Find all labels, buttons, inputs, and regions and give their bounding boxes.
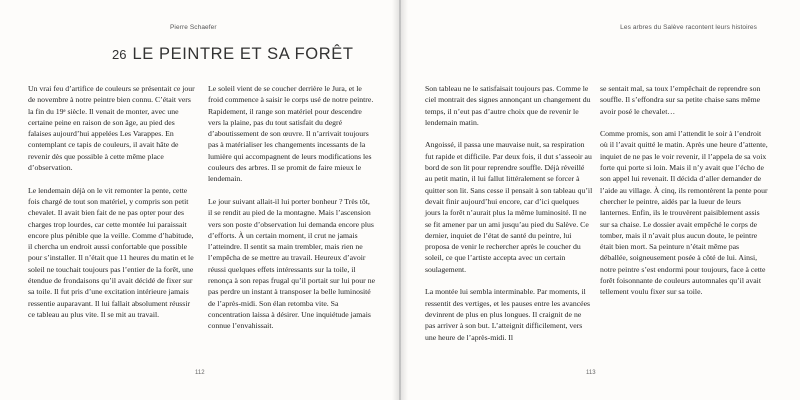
- chapter-title: LE PEINTRE ET SA FORÊT: [132, 45, 354, 63]
- paragraph: Le soleil vient de se coucher derrière le Jura, et le froid commence à saisir le corps usé de notre peintre. Rapidement, il range son matériel pour descendre vers la plaine, pas du tout satisfait du degré d’aboutissement de son œuvre. Il n’arrivait toujours pas à matérialiser les changements incessants de la lumière qui accompagnent de leurs modifications les couleurs des arbres. Il se promit de faire mieux le lendemain.: [208, 84, 374, 184]
- page-number-left: 112: [195, 370, 205, 376]
- paragraph: se sentait mal, sa toux l’empêchait de reprendre son souffle. Il s’effondra sur sa petite chaise sans même avoir posé le chevalet…: [600, 84, 761, 116]
- running-head-right: Les arbres du Salève racontent leurs histoires: [620, 24, 757, 31]
- paragraph: Son tableau ne le satisfaisait toujours pas. Comme le ciel montrait des signes annonçant un changement du temps, il n’eut pas d’autre choix que de revenir le lendemain matin.: [425, 84, 591, 127]
- paragraph: Comme promis, son ami l’attendit le soir à l’endroit où il l’avait quitté le matin. Après une heure d’attente, inquiet de ne pas le voir revenir, il l’appela de sa voix forte qui porte si loin. Mais il n’y avait que l’écho de son appel lui revenait. Il décida d’aller demander de l’aide au village. À cinq, ils remontèrent la pente pour chercher le peintre, aidés par la lueur de leurs lanternes. Enfin, ils le trouvèrent paisiblement assis sur sa chaise. Le dossier avait empêché le corps de tomber, mais il n’avait plus aucun doute, le peintre était bien mort. Sa peinture n’était même pas déballée, soigneusement posée à côté de lui. Ainsi, notre peintre s’est endormi pour toujours, face à cette forêt foisonnante de couleurs automnales qu’il avait tellement voulu fixer sur sa toile.: [600, 129, 768, 297]
- left-column-1: [28, 83, 196, 320]
- paragraph: Angoissé, il passa une mauvaise nuit, sa respiration fut rapide et difficile. Par deux fois, il dut s’asseoir au bord de son lit pour reprendre souffle. Déjà réveillé au petit matin, il lui fallut littéralement se forcer à quitter son lit. Sans cesse il pensait à son tableau qu’il devait finir aujourd’hui encore, car d’ici quelques jours la forêt n’aurait plus la même luminosité. Il ne se fit amener par un ami jusqu’au pied du Salève. Ce dernier, inquiet de l’état de santé du peintre, lui proposa de venir le rechercher après le coucher du soleil, ce que l’artiste accepta avec un certain soulagement.: [425, 140, 593, 274]
- left-column-2: [208, 83, 376, 332]
- right-column-1: [425, 83, 593, 343]
- right-column-2: [600, 83, 768, 298]
- paragraph: Le lendemain déjà on le vit remonter la pente, cette fois chargé de tout son matériel, y compris son petit chevalet. Il avait bien fait de ne pas opter pour des charges trop lourdes, car cette montée lui paraissait encore plus pénible que la veille. Comme d’habitude, il chercha un endroit aussi confortable que possible pour s’installer. Il n’était que 11 heures du matin et le soleil ne touchait toujours pas l’entier de la forêt, une étendue de frondaisons qu’il avait décidé de fixer sur sa toile. Il fut pris d’une excitation intérieure jamais ressentie auparavant. Il lui fallait absolument réussir ce tableau au plus vite. Il se mit au travail.: [28, 185, 194, 319]
- chapter-number: 26: [112, 47, 127, 62]
- right-page: [401, 0, 800, 400]
- chapter-heading: [112, 45, 354, 64]
- paragraph: La montée lui sembla interminable. Par moments, il ressentit des vertiges, et les pauses entre les avancées devinrent de plus en plus longues. Il craignit de ne pas arriver à son but. L’atteignit difficilement, vers une heure de l’après-midi. Il: [425, 287, 591, 342]
- book-gutter-shadow: [392, 0, 408, 400]
- paragraph: Un vrai feu d’artifice de couleurs se présentait ce jour de novembre à notre peintre bien connu. C’était vers la fin du 19ᵉ siècle. Il venait de monter, avec une certaine peine en raison de son âge, au pied des falaises aujourd’hui appelées Les Varappes. En contemplant ce tapis de couleurs, il avait hâte de revenir dès que possible à cette même place d’observation.: [28, 84, 195, 173]
- running-head-left: Pierre Schaefer: [170, 24, 217, 31]
- page-number-right: 113: [586, 370, 596, 376]
- left-page: [0, 0, 399, 400]
- paragraph: Le jour suivant allait-il lui porter bonheur ? Très tôt, il se rendit au pied de la montagne. Mais l’ascension vers son poste d’observation lui demanda encore plus d’efforts. À un certain moment, il crut ne jamais l’atteindre. Il sentit sa main trembler, mais rien ne l’empêcha de se mettre au travail. Heureux d’avoir réussi quelques effets intéressants sur la toile, il renonça à son repas frugal qu’il portait sur lui pour ne pas perdre un instant à transposer la belle luminosité de l’après-midi. Son élan retomba vite. Sa concentration laissa à désirer. Une inquiétude jamais connue l’envahissait.: [208, 196, 376, 331]
